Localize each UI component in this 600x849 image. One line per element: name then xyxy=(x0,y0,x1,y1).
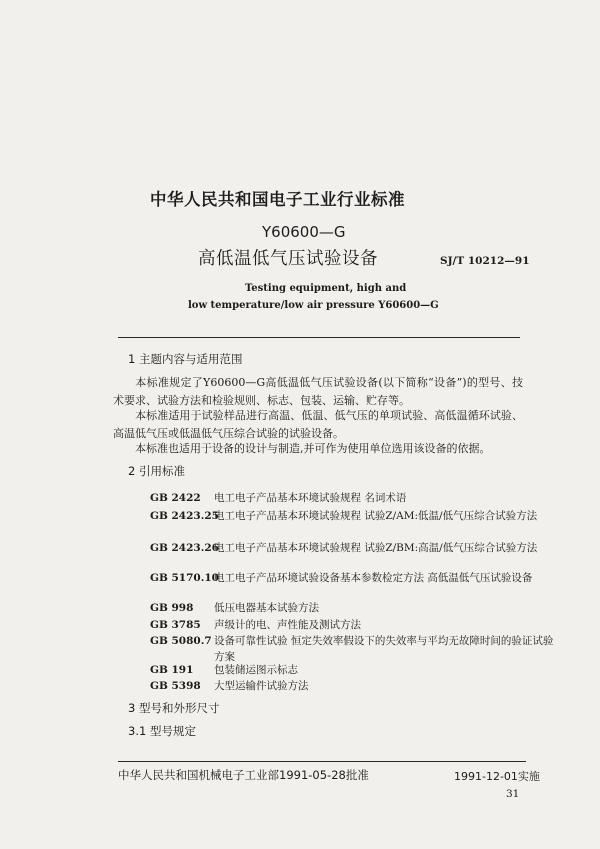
header-divider xyxy=(118,337,520,338)
ref-code: GB 2422 xyxy=(150,492,201,504)
ref-title: 电工电子产品环境试验设备基本参数检定方法 高低温低气压试验设备 xyxy=(214,572,533,584)
page-number: 31 xyxy=(506,788,520,800)
model-number: Y60600—G xyxy=(262,223,346,241)
ref-title: 大型运输件试验方法 xyxy=(214,680,309,692)
ref-code: GB 191 xyxy=(150,664,194,676)
ref-code: GB 5398 xyxy=(150,680,201,692)
ref-code: GB 5170.10 xyxy=(150,572,219,584)
implementation-date: 1991-12-01实施 xyxy=(454,770,540,783)
standard-title-en-line1: Testing equipment, high and xyxy=(245,283,407,294)
standard-title-en-line2: low temperature/low air pressure Y60600—G xyxy=(188,300,439,311)
ref-code: GB 2423.26 xyxy=(150,542,219,554)
standard-title-cn: 高低温低气压试验设备 xyxy=(198,249,378,269)
paragraph-text: 本标准也适用于设备的设计与制造,并可作为使用单位选用该设备的依据。 xyxy=(135,442,491,455)
section-3-heading: 3 型号和外形尺寸 xyxy=(128,701,220,715)
ref-code: GB 2423.25 xyxy=(150,510,219,522)
approval-line: 中华人民共和国机械电子工业部1991-05-28批准 xyxy=(118,768,369,782)
organization-title: 中华人民共和国电子工业行业标准 xyxy=(150,190,405,209)
ref-title: 低压电器基本试验方法 xyxy=(214,602,319,614)
section-1-paragraph xyxy=(113,407,523,442)
paragraph-text: 本标准规定了Y60600—G高低温低气压试验设备(以下简称“设备”)的型号、技术要求、试验方法和检验规则、标志、包装、运输、贮存等。 xyxy=(113,376,523,407)
section-2-heading: 2 引用标准 xyxy=(128,464,185,478)
section-1-paragraph xyxy=(113,440,523,458)
section-3-1-heading: 3.1 型号规定 xyxy=(128,724,196,738)
footer-divider xyxy=(118,761,526,762)
ref-code: GB 3785 xyxy=(150,619,201,631)
section-1-heading: 1 主题内容与适用范围 xyxy=(128,352,243,366)
ref-title: 包装储运图示标志 xyxy=(214,664,298,676)
ref-code: GB 998 xyxy=(150,602,194,614)
ref-title: 电工电子产品基本环境试验规程 名词术语 xyxy=(214,492,407,504)
ref-title: 设备可靠性试验 恒定失效率假设下的失效率与平均无故障时间的验证试验方案 xyxy=(214,635,554,663)
ref-code: GB 5080.7 xyxy=(150,635,212,647)
ref-title: 电工电子产品基本环境试验规程 试验Z/BM:高温/低气压综合试验方法 xyxy=(214,542,538,554)
ref-title: 声级计的电、声性能及测试方法 xyxy=(214,619,361,631)
ref-title: 电工电子产品基本环境试验规程 试验Z/AM:低温/低气压综合试验方法 xyxy=(214,510,538,522)
section-1-paragraph xyxy=(113,374,523,409)
paragraph-text: 本标准适用于试验样品进行高温、低温、低气压的单项试验、高低温循环试验、高温低气压或低温低气压综合试验的试验设备。 xyxy=(113,409,523,440)
standard-code: SJ/T 10212—91 xyxy=(440,255,530,267)
